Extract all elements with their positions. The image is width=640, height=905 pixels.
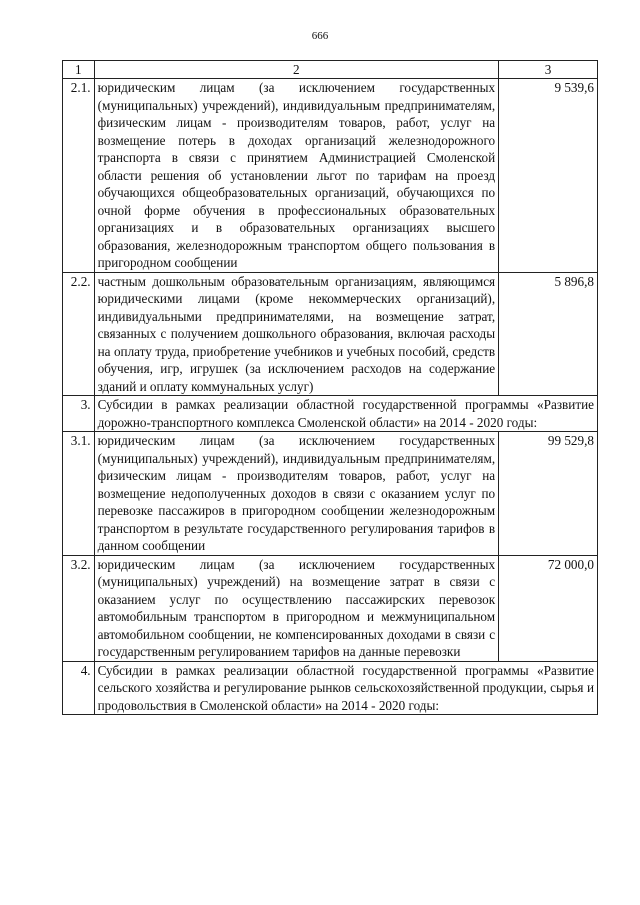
row-number: 2.2. bbox=[63, 272, 95, 396]
table-row bbox=[63, 555, 598, 661]
row-description: частным дошкольным образовательным организациям, являющимся юридическими лицами (кроме некоммерческих организаций), индивидуальными предпринимателями, на возмещение затрат, связанных с получением дошкольного образования, включая расходы на оплату труда, приобретение учебников и учебных пособий, средств обучения, игр, игрушек (за исключением расходов на содержание зданий и оплату коммунальных услуг) bbox=[94, 272, 499, 396]
table-row bbox=[63, 432, 598, 556]
table-row bbox=[63, 396, 598, 432]
row-number: 3.2. bbox=[63, 555, 95, 661]
row-number: 3.1. bbox=[63, 432, 95, 556]
row-amount: 5 896,8 bbox=[499, 272, 598, 396]
row-amount: 9 539,6 bbox=[499, 79, 598, 273]
header-col-3: 3 bbox=[499, 61, 598, 79]
row-amount: 99 529,8 bbox=[499, 432, 598, 556]
row-description: юридическим лицам (за исключением государственных (муниципальных) учреждений), индивидуальным предпринимателям, физическим лицам - производителям товаров, работ, услуг на возмещение недополученных доходов в связи с оказанием услуг по перевозке пассажиров в пригородном сообщении железнодорожным транспортом в результате государственного регулирования тарифов в данном сообщении bbox=[94, 432, 499, 556]
header-col-1: 1 bbox=[63, 61, 95, 79]
budget-table bbox=[62, 60, 598, 715]
header-col-2: 2 bbox=[94, 61, 499, 79]
row-description: Субсидии в рамках реализации областной государственной программы «Развитие дорожно-транспортного комплекса Смоленской области» на 2014 - 2020 годы: bbox=[94, 396, 597, 432]
row-description: юридическим лицам (за исключением государственных (муниципальных) учреждений), индивидуальным предпринимателям, физическим лицам - производителям товаров, работ, услуг на возмещение потерь в доходах организаций железнодорожного транспорта в связи с принятием Администрацией Смоленской области решения об установлении льгот по тарифам на проезд обучающихся общеобразовательных организаций, обучающихся по очной форме обучения в профессиональных образовательных организациях и в образовательных организациях высшего образования, железнодорожным транспортом общего пользования в пригородном сообщении bbox=[94, 79, 499, 273]
row-number: 3. bbox=[63, 396, 95, 432]
row-description: Субсидии в рамках реализации областной государственной программы «Развитие сельского хозяйства и регулирование рынков сельскохозяйственной продукции, сырья и продовольствия в Смоленской области» на 2014 - 2020 годы: bbox=[94, 661, 597, 715]
row-number: 4. bbox=[63, 661, 95, 715]
page-number: 666 bbox=[311, 30, 329, 42]
header-row bbox=[63, 61, 598, 79]
row-amount: 72 000,0 bbox=[499, 555, 598, 661]
table-row bbox=[63, 79, 598, 273]
row-description: юридическим лицам (за исключением государственных (муниципальных) учреждений) на возмещение затрат в связи с оказанием услуг по осуществлению пассажирских перевозок автомобильным транспортом в пригородном и межмуниципальном автомобильном сообщении, не компенсированных доходами в связи с государственным регулированием тарифов на данные перевозки bbox=[94, 555, 499, 661]
table-row bbox=[63, 272, 598, 396]
table-row bbox=[63, 661, 598, 715]
row-number: 2.1. bbox=[63, 79, 95, 273]
